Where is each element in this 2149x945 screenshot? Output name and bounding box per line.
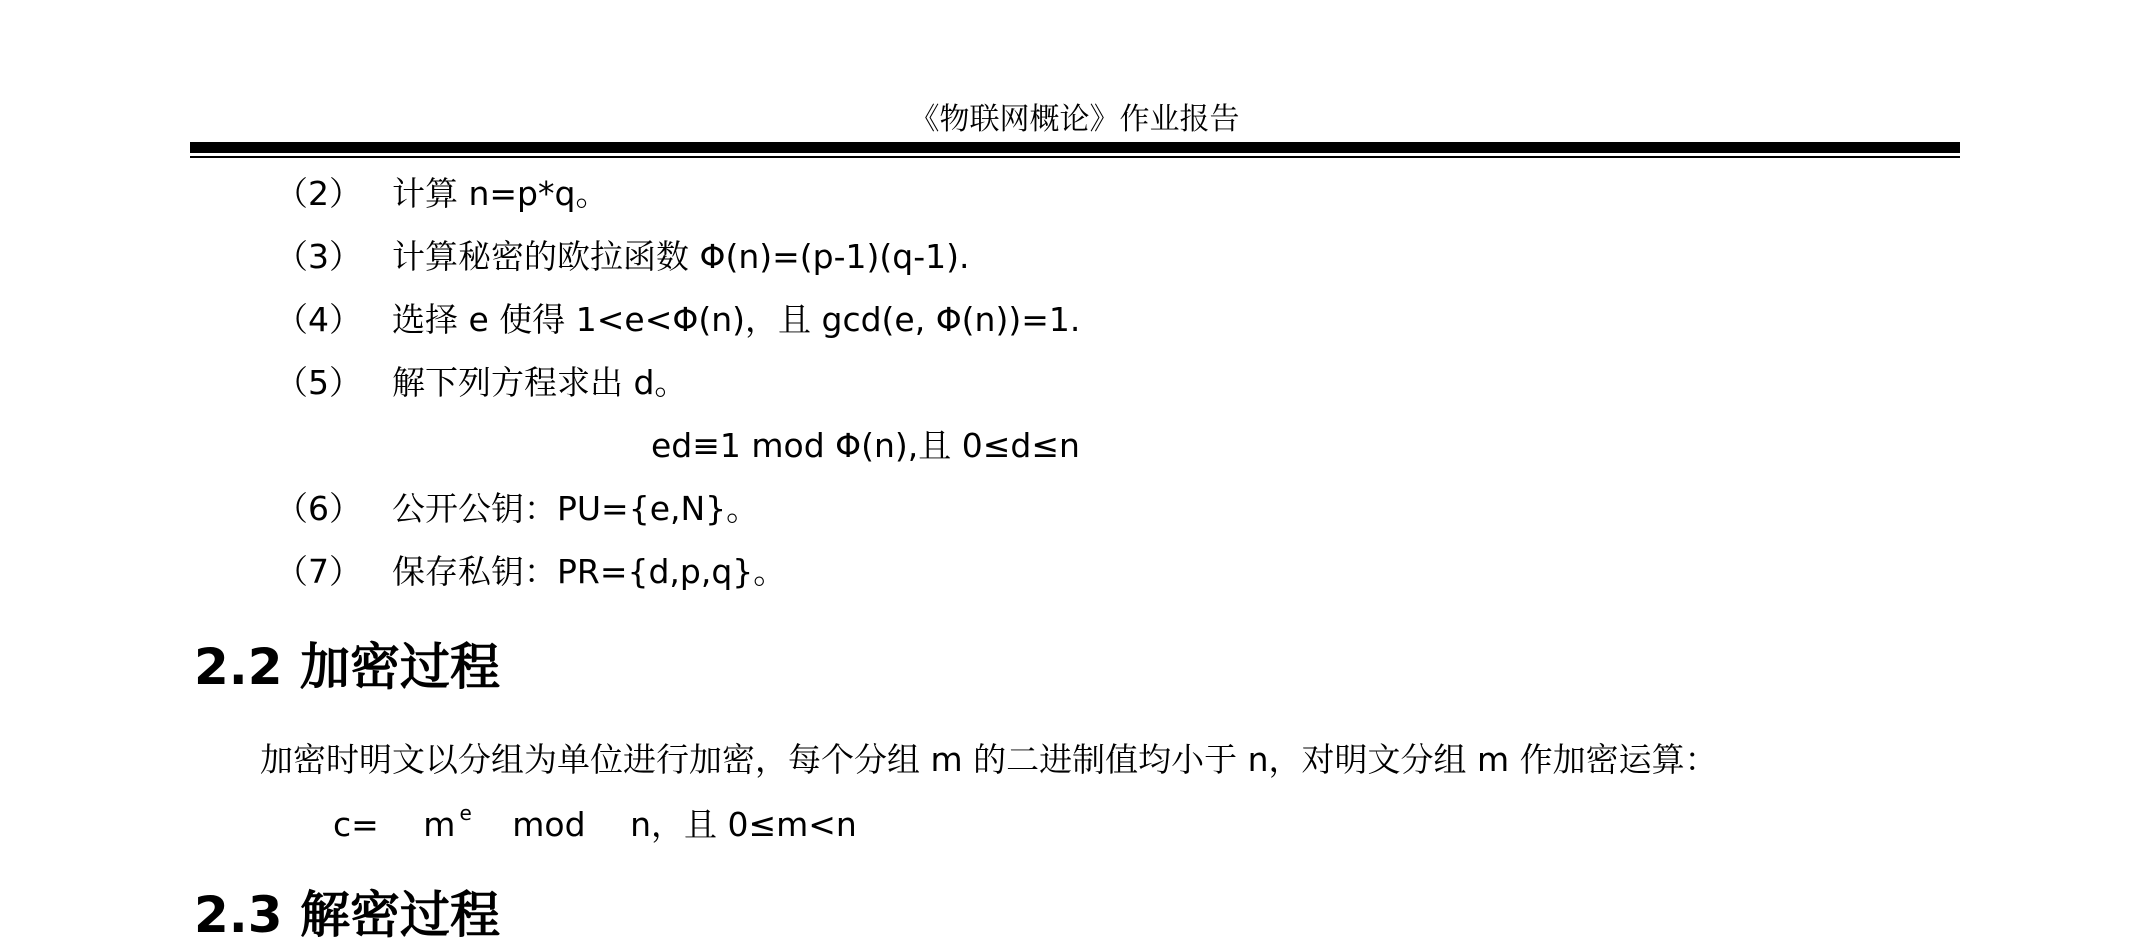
- formula-mod: mod: [512, 805, 586, 844]
- step-text: 公开公钥：PU={e,N}。: [392, 489, 760, 528]
- header-rule-thick: [190, 142, 1960, 153]
- page-header-title: 《物联网概论》作业报告: [909, 102, 1240, 137]
- step-number: （5）: [275, 363, 362, 402]
- formula-exponent: e: [459, 801, 472, 825]
- encryption-formula: [333, 802, 857, 852]
- step-number: （6）: [275, 489, 362, 528]
- header-rule-thin: [190, 156, 1960, 158]
- step-text: 保存私钥：PR={d,p,q}。: [392, 552, 787, 591]
- step-number: （3）: [275, 237, 362, 276]
- step-text: 选择 e 使得 1<e<Φ(n)，且 gcd(e, Φ(n))=1.: [392, 300, 1081, 339]
- section-heading-encryption: 2.2 加密过程: [194, 638, 500, 696]
- formula-modulus: n，且 0≤m<n: [630, 805, 857, 844]
- step-text: 计算秘密的欧拉函数 Φ(n)=(p-1)(q-1).: [392, 237, 970, 276]
- step-text: 解下列方程求出 d。: [392, 363, 688, 402]
- step-number: （2）: [275, 174, 362, 213]
- encryption-paragraph: 加密时明文以分组为单位进行加密，每个分组 m 的二进制值均小于 n，对明文分组 m 作加密运算：: [260, 740, 1718, 779]
- formula-lhs: c=: [333, 805, 379, 844]
- congruence-formula: ed≡1 mod Φ(n),且 0≤d≤n: [651, 426, 1080, 465]
- step-number: （4）: [275, 300, 362, 339]
- step-number: （7）: [275, 552, 362, 591]
- section-heading-decryption: 2.3 解密过程: [194, 886, 500, 944]
- formula-base: m: [423, 805, 456, 844]
- step-text: 计算 n=p*q。: [392, 174, 609, 213]
